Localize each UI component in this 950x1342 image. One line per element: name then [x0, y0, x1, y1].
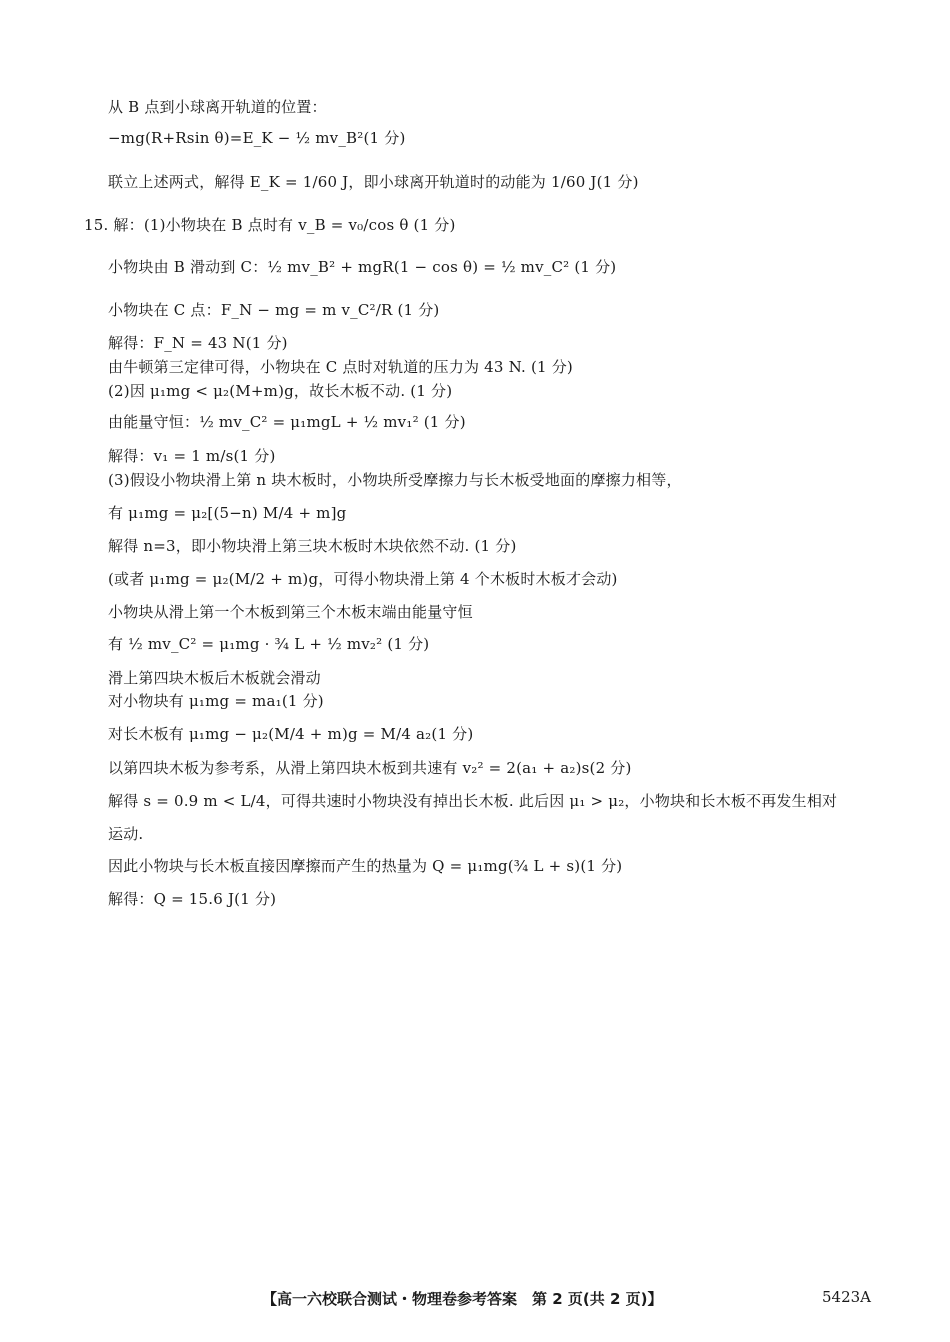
- text-line: 解得：v₁ = 1 m/s(1 分): [108, 447, 276, 465]
- text-line: 运动.: [108, 825, 144, 843]
- formula-line: 小物块由 B 滑动到 C：½ mv_B² + mgR(1 − cos θ) = ½ mv_C² (1 分): [108, 258, 617, 276]
- formula-line: 因此小物块与长木板直接因摩擦而产生的热量为 Q = μ₁mg(¾ L + s)(1 分): [108, 857, 623, 875]
- text-line: (3)假设小物块滑上第 n 块木板时，小物块所受摩擦力与长木板受地面的摩擦力相等，: [108, 471, 682, 489]
- formula-line: 由能量守恒：½ mv_C² = μ₁mgL + ½ mv₁² (1 分): [108, 413, 466, 431]
- text-line: 解得 s = 0.9 m < L/4，可得共速时小物块没有掉出长木板. 此后因 μ₁ > μ₂，小物块和长木板不再发生相对: [108, 792, 838, 810]
- footer-code: 5423A: [822, 1288, 872, 1306]
- text-line: 联立上述两式，解得 E_K = 1/60 J，即小球离开轨道时的动能为 1/60 J(1 分): [108, 173, 639, 191]
- text-line: 由牛顿第三定律可得，小物块在 C 点时对轨道的压力为 43 N. (1 分): [108, 358, 573, 376]
- footer-title: 【高一六校联合测试・物理卷参考答案 第 2 页(共 2 页)】: [262, 1290, 663, 1308]
- text-line: (或者 μ₁mg = μ₂(M/2 + m)g，可得小物块滑上第 4 个木板时木板才会动): [108, 570, 618, 588]
- formula-line: 对长木板有 μ₁mg − μ₂(M/4 + m)g = M/4 a₂(1 分): [108, 725, 474, 743]
- text-line: 滑上第四块木板后木板就会滑动: [108, 669, 321, 687]
- text-line: 解得：F_N = 43 N(1 分): [108, 334, 288, 352]
- formula-line: 小物块在 C 点：F_N − mg = m v_C²/R (1 分): [108, 301, 440, 319]
- formula-line: 有 ½ mv_C² = μ₁mg · ¾ L + ½ mv₂² (1 分): [108, 635, 430, 653]
- text-line: 解得：Q = 15.6 J(1 分): [108, 890, 277, 908]
- question-15-heading: 15. 解：(1)小物块在 B 点时有 v_B = v₀/cos θ (1 分): [84, 216, 456, 234]
- text-line: (2)因 μ₁mg < μ₂(M+m)g，故长木板不动. (1 分): [108, 382, 453, 400]
- text-line: 从 B 点到小球离开轨道的位置：: [108, 98, 327, 116]
- formula-line: −mg(R+Rsin θ)=E_K − ½ mv_B²(1 分): [108, 129, 406, 147]
- text-line: 小物块从滑上第一个木板到第三个木板末端由能量守恒: [108, 603, 473, 621]
- text-line: 对小物块有 μ₁mg = ma₁(1 分): [108, 692, 324, 710]
- text-line: 以第四块木板为参考系，从滑上第四块木板到共速有 v₂² = 2(a₁ + a₂)s(2 分): [108, 759, 632, 777]
- text-line: 解得 n=3，即小物块滑上第三块木板时木块依然不动. (1 分): [108, 537, 517, 555]
- formula-line: 有 μ₁mg = μ₂[(5−n) M/4 + m]g: [108, 504, 347, 522]
